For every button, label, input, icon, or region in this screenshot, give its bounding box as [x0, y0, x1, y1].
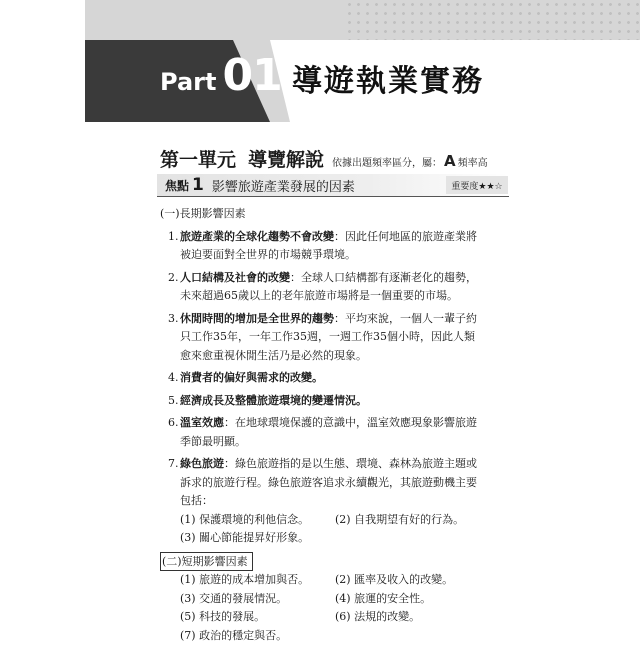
- sub-item: (2) 匯率及收入的改變。: [335, 571, 490, 590]
- item-text: ：因此任何地區的旅遊產業將被迫要面對全世界的市場競爭環境。: [180, 230, 477, 262]
- sub-item: (6) 法規的改變。: [335, 608, 490, 627]
- item-heading: 人口結構及社會的改變: [180, 271, 290, 284]
- unit-note-prefix: 依據出題頻率區分，屬：: [332, 158, 442, 169]
- list-item: [160, 269, 482, 306]
- sub-item: (3) 關心節能提昇好形象。: [180, 529, 335, 548]
- item-number: 6.: [168, 414, 179, 433]
- sub-item: (3) 交通的發展情況。: [180, 590, 335, 609]
- item-heading: 旅遊產業的全球化趨勢不會改變: [180, 230, 334, 243]
- section-title: (一)長期影響因素: [160, 205, 482, 224]
- sub-item: (1) 保護環境的利他信念。: [180, 511, 335, 530]
- item-number: 4.: [168, 369, 179, 388]
- list-item: [160, 455, 482, 511]
- item-number: 3.: [168, 310, 179, 329]
- list-item: [160, 228, 482, 265]
- item-text: ：在地球環境保護的意識中，溫室效應現象影響旅遊季節最明顯。: [180, 416, 477, 448]
- unit-title: 導覽解說: [248, 145, 324, 172]
- importance-badge: 重要度★★☆: [446, 176, 508, 194]
- list-item: [160, 369, 482, 388]
- item-heading: 休閒時間的增加是全世界的趨勢: [180, 312, 334, 325]
- unit-frequency-note: [332, 152, 488, 170]
- list-item: [160, 310, 482, 366]
- unit-label: 第一單元: [160, 145, 236, 172]
- item-heading: 溫室效應: [180, 416, 224, 429]
- item-heading: 消費者的偏好與需求的改變。: [180, 371, 323, 384]
- item-heading: 經濟成長及整體旅遊環境的變遷情況。: [180, 394, 367, 407]
- sub-item: (2) 自我期望有好的行為。: [335, 511, 490, 530]
- sub-list: [160, 571, 482, 645]
- item-heading: 綠色旅遊: [180, 457, 224, 470]
- chapter-title: 導遊執業實務: [292, 56, 484, 100]
- item-number: 5.: [168, 392, 179, 411]
- item-number: 7.: [168, 455, 179, 474]
- sub-item: (4) 旅運的安全性。: [335, 590, 490, 609]
- part-label: [160, 50, 282, 110]
- part-number: 01: [222, 50, 281, 101]
- focus-title: 影響旅遊產業發展的因素: [212, 176, 355, 195]
- unit-grade: A: [444, 152, 456, 170]
- main-content: [160, 205, 482, 645]
- focus-number: 1: [192, 175, 204, 195]
- section-title: (二)短期影響因素: [160, 552, 253, 571]
- sub-item: (7) 政治的穩定與否。: [180, 627, 335, 645]
- item-text: ：全球人口結構都有逐漸老化的趨勢，未來超過65歲以上的老年旅遊市場將是一個重要的市場。: [180, 271, 477, 303]
- item-number: 2.: [168, 269, 179, 288]
- sub-item: (5) 科技的發展。: [180, 608, 335, 627]
- item-text: ：綠色旅遊指的是以生態、環境、森林為旅遊主題或訴求的旅遊行程。綠色旅遊客追求永續觀光，其旅遊動機主要包括：: [180, 457, 477, 507]
- unit-note-suffix: 頻率高: [458, 158, 488, 169]
- unit-heading: [160, 145, 488, 172]
- sub-item: (1) 旅遊的成本增加與否。: [180, 571, 335, 590]
- sub-list: [160, 511, 482, 548]
- list-item: [160, 414, 482, 451]
- list-item: [160, 392, 482, 411]
- part-word: Part: [160, 68, 216, 96]
- item-text: ：平均來說，一個人一輩子約只工作35年，一年工作35週，一週工作35個小時，因此人類愈來愈重視休閒生活乃是必然的現象。: [180, 312, 477, 362]
- item-number: 1.: [168, 228, 179, 247]
- focus-label: 焦點: [165, 177, 189, 194]
